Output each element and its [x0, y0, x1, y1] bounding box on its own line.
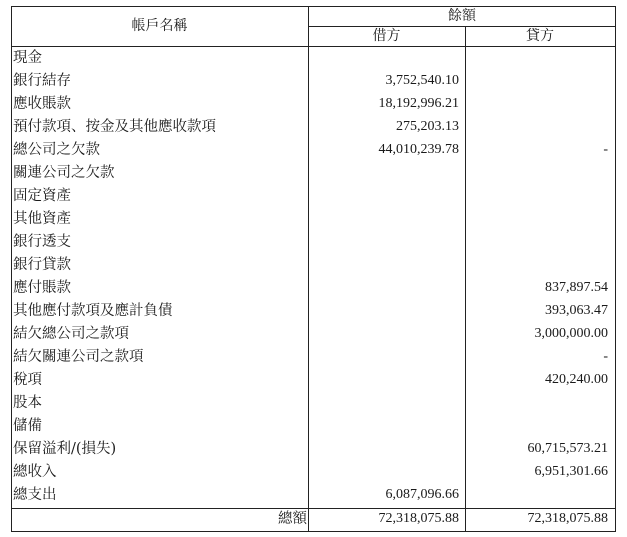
- total-label: 總額: [278, 511, 307, 527]
- account-name-cell: 其他資產: [13, 211, 71, 227]
- account-name-cell: 總公司之欠款: [13, 142, 100, 158]
- credit-cell: 60,715,573.21: [527, 441, 608, 456]
- account-name-cell: 總收入: [13, 464, 57, 480]
- header-account-name: 帳戶名稱: [131, 18, 188, 34]
- account-name-cell: 銀行透支: [13, 234, 71, 250]
- account-name-cell: 應收賬款: [13, 96, 71, 112]
- account-name-cell: 銀行結存: [13, 73, 71, 89]
- account-name-cell: 其他應付款項及應計負債: [13, 303, 173, 319]
- table-row: [11, 185, 616, 208]
- table-row: [11, 93, 616, 116]
- table-row: [11, 47, 616, 70]
- account-name-cell: 稅項: [13, 372, 42, 388]
- table-row: [11, 415, 616, 438]
- credit-cell: -: [603, 142, 608, 157]
- account-name-cell: 結欠關連公司之款項: [13, 349, 144, 365]
- total-debit: 72,318,075.88: [378, 511, 459, 526]
- table-bottom-border: [11, 531, 616, 532]
- table-row: [11, 346, 616, 369]
- credit-cell: -: [603, 349, 608, 364]
- table-row: [11, 369, 616, 392]
- table-row: [11, 231, 616, 254]
- account-name-cell: 固定資產: [13, 188, 71, 204]
- account-name-cell: 結欠總公司之款項: [13, 326, 129, 342]
- trial-balance-table: [11, 6, 616, 532]
- debit-cell: 6,087,096.66: [385, 487, 459, 502]
- account-name-cell: 關連公司之欠款: [13, 165, 115, 181]
- debit-cell: 3,752,540.10: [385, 73, 459, 88]
- account-name-cell: 預付款項、按金及其他應收款項: [13, 119, 216, 135]
- header-credit: 貸方: [526, 28, 554, 44]
- table-row: [11, 208, 616, 231]
- account-name-cell: 銀行貸款: [13, 257, 71, 273]
- credit-cell: 393,063.47: [545, 303, 608, 318]
- debit-cell: 18,192,996.21: [378, 96, 459, 111]
- table-row: [11, 277, 616, 300]
- table-row: [11, 438, 616, 461]
- header-debit: 借方: [372, 28, 401, 44]
- account-name-cell: 股本: [13, 395, 42, 411]
- account-name-cell: 保留溢利/(損失): [13, 441, 117, 457]
- table-row: [11, 254, 616, 277]
- header-balance: 餘額: [448, 8, 476, 24]
- account-name-cell: 儲備: [13, 418, 42, 434]
- table-row: [11, 484, 616, 507]
- table-row: [11, 461, 616, 484]
- total-credit: 72,318,075.88: [527, 511, 608, 526]
- debit-cell: 44,010,239.78: [378, 142, 459, 157]
- table-row: [11, 300, 616, 323]
- account-name-cell: 現金: [13, 50, 42, 66]
- table-row: [11, 323, 616, 346]
- table-row: [11, 162, 616, 185]
- credit-cell: 420,240.00: [545, 372, 608, 387]
- table-row: [11, 392, 616, 415]
- table-row: [11, 70, 616, 93]
- debit-cell: 275,203.13: [396, 119, 459, 134]
- table-row: [11, 116, 616, 139]
- account-name-cell: 總支出: [13, 487, 57, 503]
- credit-cell: 6,951,301.66: [534, 464, 608, 479]
- credit-cell: 837,897.54: [545, 280, 608, 295]
- credit-cell: 3,000,000.00: [534, 326, 608, 341]
- table-row: [11, 139, 616, 162]
- account-name-cell: 應付賬款: [13, 280, 71, 296]
